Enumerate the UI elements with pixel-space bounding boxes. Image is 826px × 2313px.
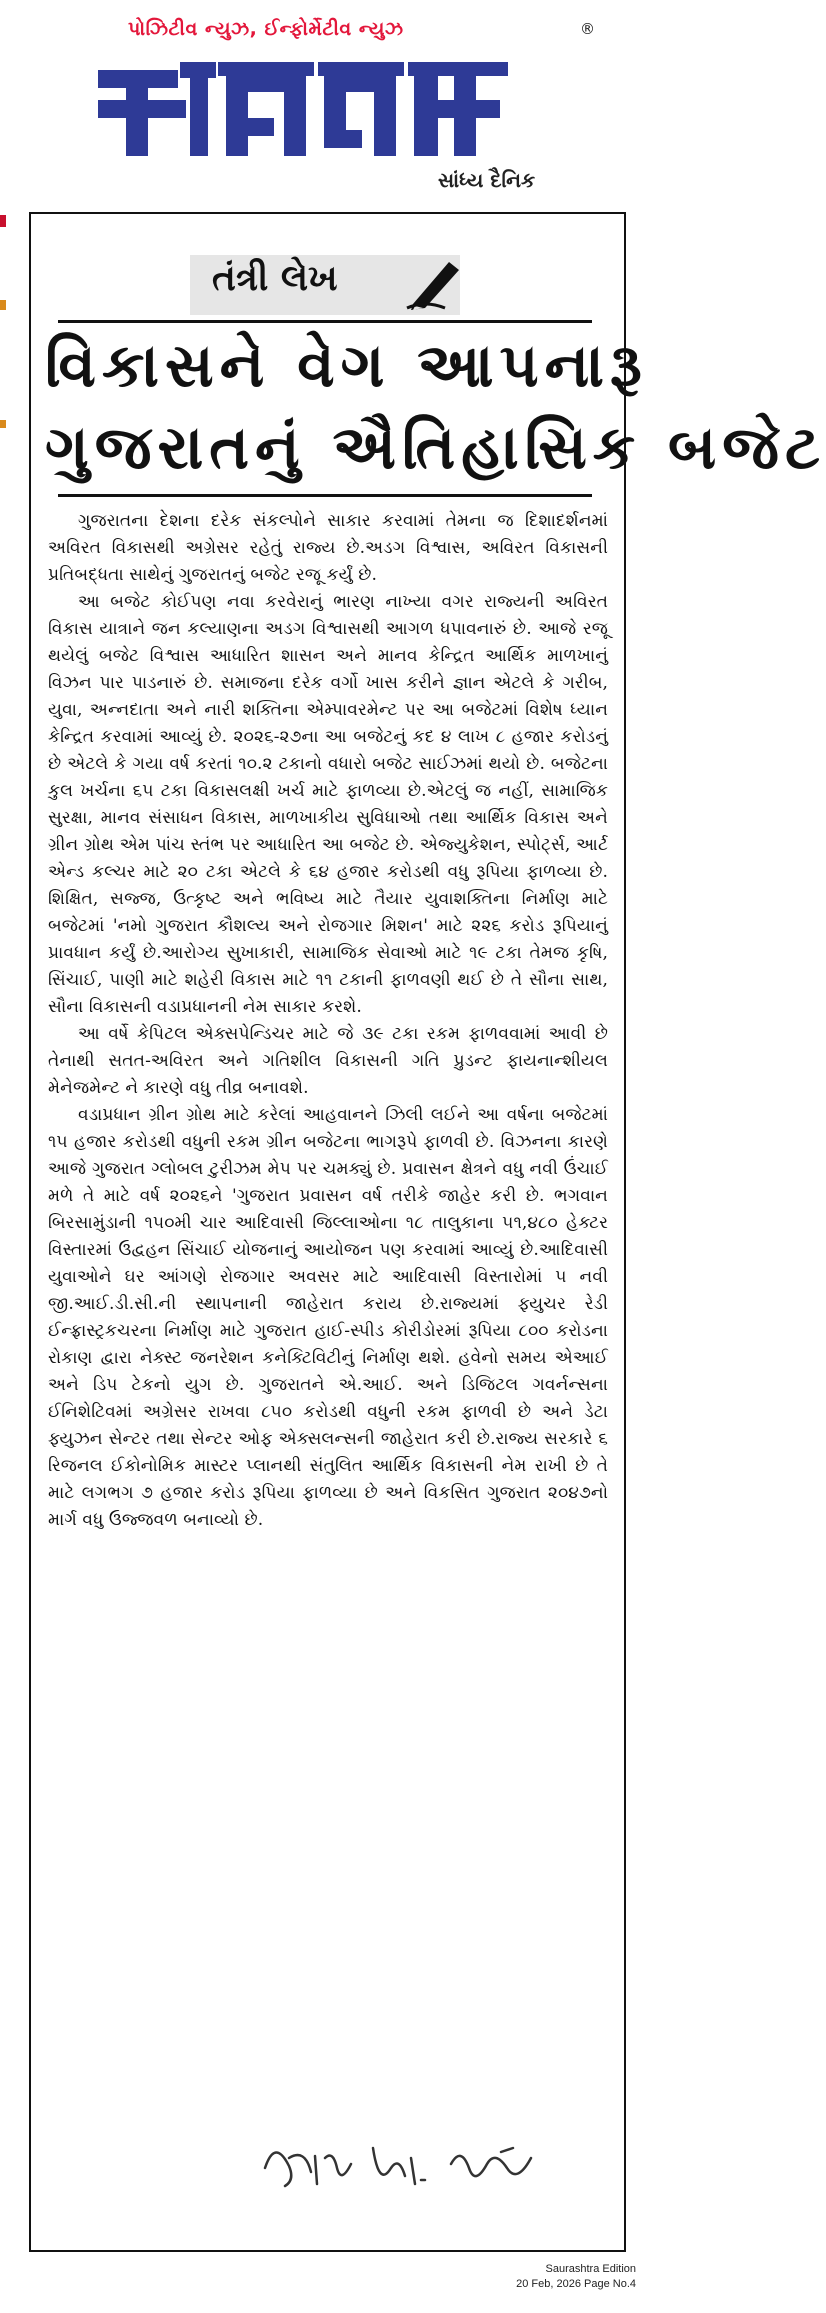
edition-date-page: 20 Feb, 2026 Page No.4 — [516, 2278, 636, 2290]
article-body — [48, 508, 608, 1534]
edge-mark — [0, 420, 6, 428]
article-paragraph: ગુજરાતના દેશના દરેક સંકલ્પોને સાકાર કરવામાં તેમના જ દિશાદર્શનમાં અવિરત વિકાસથી અગ્રેસર રહેતું રાજ્ય છે.અડગ વિશ્વાસ, અવિરત વિકાસની પ્રતિબદ્ધતા સાથેનું ગુજરાતનું બજેટ રજૂ કર્યું છે. — [48, 511, 608, 585]
edition-name: Saurashtra Edition — [545, 2263, 636, 2275]
masthead — [0, 0, 650, 205]
headline-line-1: વિકાસને વેગ આપનારૂ — [45, 331, 648, 401]
headline-rule-top — [58, 320, 592, 323]
article-paragraph: વડાપ્રધાન ગ્રીન ગ્રોથ માટે કરેલાં આહવાનને ઝિલી લઈને આ વર્ષના બજેટમાં ૧૫ હજાર કરોડથી વધુની રકમ ગ્રીન બજેટના ભાગરૂપે ફાળવી છે. વિઝનના કારણે આજે ગુજરાત ગ્લોબલ ટુરીઝમ મેપ પર ચમક્યું છે. પ્રવાસન ક્ષેત્રને વધુ નવી ઉંચાઈ મળે તે માટે વર્ષ ૨૦૨૬ને 'ગુજરાત પ્રવાસન વર્ષ તરીકે જાહેર કરી છે. ભગવાન બિરસામુંડાની ૧૫૦મી ચાર આદિવાસી જિલ્લાઓના ૧૮ તાલુકાના ૫૧,૪૮૦ હેક્ટર વિસ્તારમાં ઉદ્વહન સિંચાઈ યોજનાનું આયોજન પણ કરવામાં આવ્યું છે.આદિવાસી યુવાઓને ઘર આંગણે રોજગાર અવસર માટે આદિવાસી વિસ્તારોમાં ૫ નવી જી.આઈ.ડી.સી.ની સ્થાપનાની જાહેરાત કરાય છે.રાજ્યમાં ફ્યુચર રેડી ઈન્ફ્રાસ્ટ્રકચરના નિર્માણ માટે ગુજરાત હાઈ-સ્પીડ કોરીડોરમાં રૂપિયા ૮૦૦ કરોડના રોકાણ દ્વારા નેક્સ્ટ જનરેશન કનેક્ટિવિટીનું નિર્માણ થશે. હવેનો સમય એઆઈ અને ડિપ ટેકનો યુગ છે. ગુજરાતને એ.આઈ. અને ડિજિટલ ગવર્નન્સના ઈનિશેટિવમાં અગ્રેસર રાખવા ૮૫૦ કરોડથી વધુની રકમ ફાળવી છે અને ડેટા ફ્યુઝન સેન્ટર તથા સેન્ટર ઓફ એક્સલન્સની જાહેરાત કરી છે.રાજ્ય સરકારે ૬ રિજનલ ઈકોનોમિક માસ્ટર પ્લાનથી સંતુલિત આર્થિક વિકાસની નેમ રાખી છે તે માટે લગભગ ૭ હજાર કરોડ રૂપિયા ફાળવ્યા છે અને વિકસિત ગુજરાત ૨૦૪૭નો માર્ગ વધુ ઉજ્જવળ બનાવ્યો છે. — [48, 1105, 608, 1530]
section-label: તંત્રી લેખ — [212, 258, 338, 299]
abtak-logo — [98, 52, 508, 162]
edge-mark — [0, 300, 6, 310]
headline-line-2: ગુજરાતનું ઐતિહાસિક બજેટ — [45, 413, 826, 483]
pen-writing-icon — [405, 256, 463, 312]
registered-mark: ® — [580, 20, 595, 38]
article-paragraph: આ વર્ષે કેપિટલ એક્સપેન્ડિચર માટે જે ૩૯ ટકા રકમ ફાળવવામાં આવી છે તેનાથી સતત-અવિરત અને ગતિશીલ વિકાસની ગતિ પ્રુડન્ટ ફાયનાન્શીયલ મેનેજમેન્ટ ને કારણે વધુ તીવ્ર બનાવશે. — [48, 1024, 608, 1098]
masthead-tagline: પોઝિટીવ ન્યુઝ, ઈન્ફોર્મેટીવ ન્યુઝ — [128, 18, 404, 40]
headline-rule-bottom — [58, 494, 592, 497]
article-paragraph: આ બજેટ કોઈપણ નવા કરવેરાનું ભારણ નાખ્યા વગર રાજ્યની અવિરત વિકાસ યાત્રાને જન કલ્યાણના અડગ વિશ્વાસથી આગળ ધપાવનારું છે. આજે રજૂ થયેલું બજેટ વિશ્વાસ આધારિત શાસન અને માનવ કેન્દ્રિત આર્થિક માળખાનું વિઝન પાર પાડનારું છે. સમાજના દરેક વર્ગો ખાસ કરીને જ્ઞાન એટલે કે ગરીબ, યુવા, અન્નદાતા અને નારી શક્તિના એમ્પાવરમેન્ટ પર આ બજેટમાં વિશેષ ધ્યાન કેન્દ્રિત કરવામાં આવ્યું છે. ૨૦૨૬-૨૭ના આ બજેટનું કદ ૪ લાખ ૮ હજાર કરોડનું છે એટલે કે ગયા વર્ષ કરતાં ૧૦.૨ ટકાનો વધારો બજેટ સાઈઝમાં થયો છે. બજેટના કુલ ખર્ચના ૬૫ ટકા વિકાસલક્ષી ખર્ચ માટે ફાળવ્યા છે.એટલું જ નહીં, સામાજિક સુરક્ષા, માનવ સંસાધન વિકાસ, માળખાકીય સુવિધાઓ તથા આર્થિક વિકાસ અને ગ્રીન ગ્રોથ એમ પાંચ સ્તંભ પર આધારિત આ બજેટ છે. એજ્યુકેશન, સ્પોર્ટ્સ, આર્ટ એન્ડ કલ્ચર માટે ૨૦ ટકા એટલે કે ૬૪ હજાર કરોડથી વધુ રૂપિયા ફાળવ્યા છે. શિક્ષિત, સજ્જ, ઉત્કૃષ્ટ અને ભવિષ્ય માટે તૈયાર યુવાશક્તિના નિર્માણ માટે બજેટમાં 'નમો ગુજરાત કૌશલ્ય અને રોજગાર મિશન' માટે ૨૨૬ કરોડ રૂપિયાનું પ્રાવધાન કર્યું છે.આરોગ્ય સુખાકારી, સામાજિક સેવાઓ માટે ૧૯ ટકા તેમજ કૃષિ, સિંચાઈ, પાણી માટે શહેરી વિકાસ માટે ૧૧ ટકાની ફાળવણી થઈ છે તે સૌના સાથ, સૌના વિકાસની વડાપ્રધાનની નેમ સાકાર કરશે. — [48, 592, 608, 1017]
edge-mark — [0, 215, 6, 227]
editor-signature — [255, 2128, 555, 2198]
edition-type: સાંધ્ય દૈનિક — [438, 168, 536, 192]
edition-info — [516, 2262, 636, 2292]
